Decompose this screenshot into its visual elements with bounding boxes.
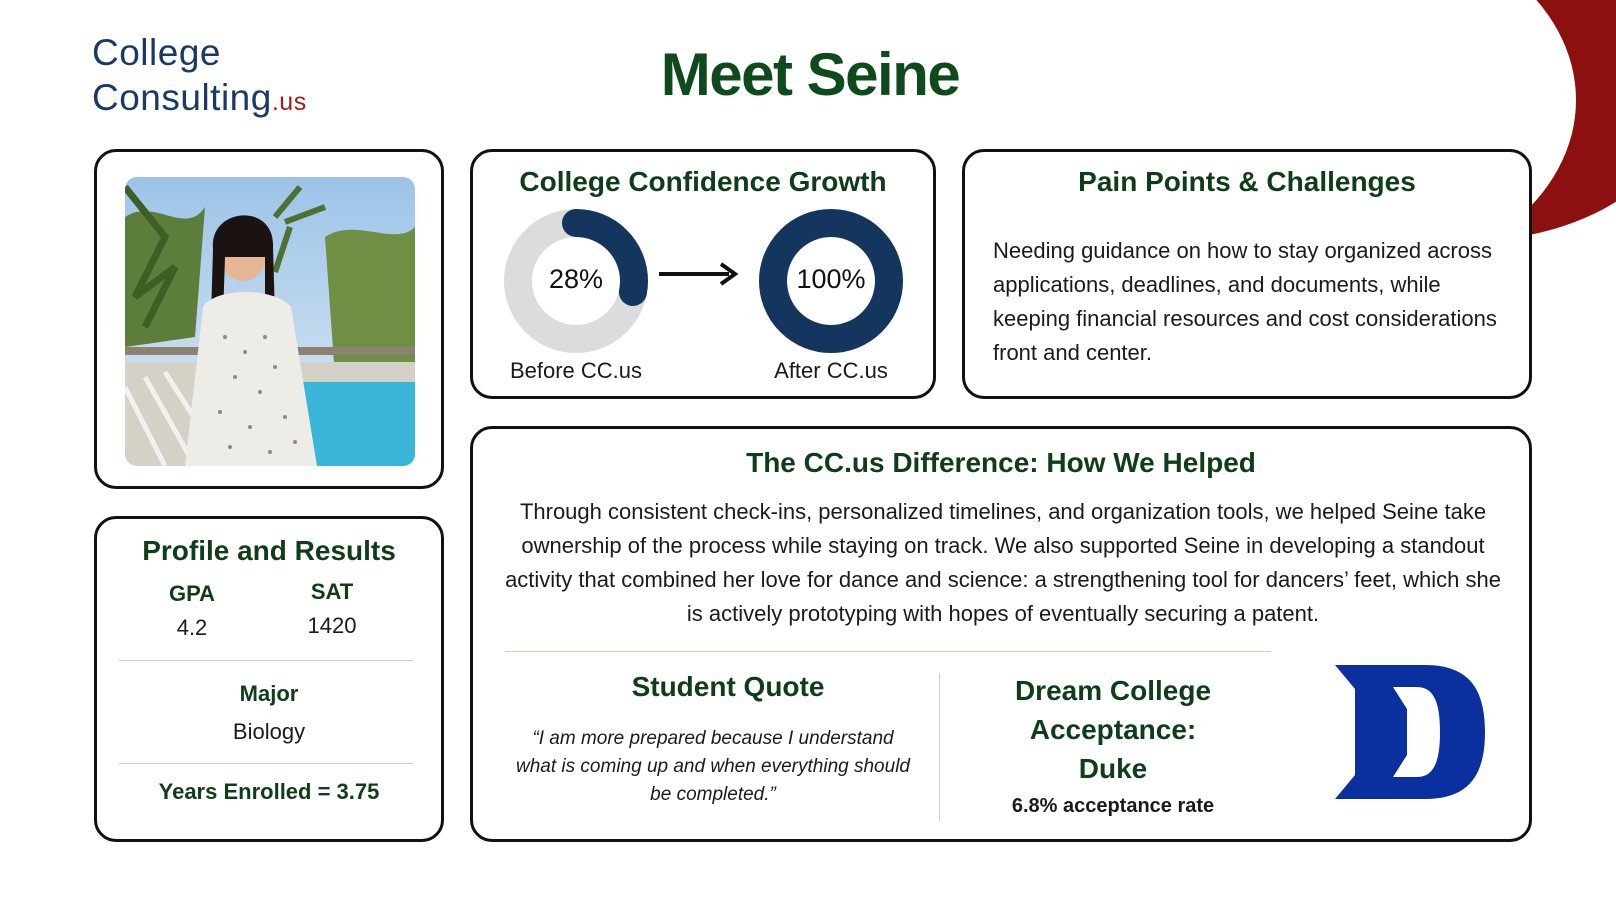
after-percent: 100%	[796, 264, 866, 294]
sat-value: 1420	[307, 613, 357, 638]
right-arrow-icon	[657, 260, 741, 288]
confidence-card	[470, 149, 936, 399]
difference-text: Through consistent check-ins, personalized timelines, and organization tools, we helped Seine take ownership of the process while staying on track. We also supported Seine in developing a standout activity that combined her love for dance and science: a strengthening tool for dancers’ feet, which she is actively prototyping with hopes of eventually securing a patent.	[505, 499, 1501, 626]
major-value: Biology	[232, 719, 306, 744]
dream-line-3: Duke	[1078, 753, 1148, 784]
after-caption: After CC.us	[774, 358, 888, 383]
sat-label: SAT	[310, 579, 354, 604]
duke-d-logo	[1335, 665, 1485, 799]
profile-divider-2	[119, 763, 413, 764]
profile-divider-1	[119, 660, 413, 661]
confidence-heading: College Confidence Growth	[519, 166, 887, 197]
logo-suffix: .us	[271, 88, 307, 116]
difference-card	[470, 426, 1532, 842]
acceptance-rate: 6.8% acceptance rate	[1011, 795, 1215, 817]
profile-card	[94, 516, 444, 842]
quote-heading: Student Quote	[631, 671, 825, 702]
student-photo	[125, 177, 415, 466]
difference-heading: The CC.us Difference: How We Helped	[746, 447, 1256, 478]
page-title: Meet Seine	[660, 41, 960, 108]
years-enrolled: Years Enrolled = 3.75	[158, 779, 380, 804]
difference-divider	[505, 651, 1271, 652]
quote-text: “I am more prepared because I understand what is coming up and when everything should be completed.”	[516, 728, 910, 805]
brand-logo	[92, 30, 307, 125]
logo-line-1: College	[92, 32, 221, 73]
pain-text: Needing guidance on how to stay organized across applications, deadlines, and documents, while keeping financial resources and cost considerations front and center.	[993, 238, 1497, 365]
pain-heading: Pain Points & Challenges	[1078, 166, 1416, 197]
pain-points-card	[962, 149, 1532, 399]
before-caption: Before CC.us	[509, 358, 643, 383]
gpa-label: GPA	[168, 581, 216, 606]
logo-word: Consulting	[92, 77, 272, 118]
major-label: Major	[239, 681, 299, 706]
dream-college-heading	[963, 671, 1263, 788]
before-percent: 28%	[548, 264, 604, 294]
profile-heading: Profile and Results	[142, 535, 396, 566]
photo-card	[94, 149, 444, 489]
gpa-value: 4.2	[176, 615, 208, 640]
dream-line-2: Acceptance:	[1029, 714, 1197, 745]
logo-line-2	[92, 75, 307, 125]
dream-line-1: Dream College	[1014, 675, 1212, 706]
